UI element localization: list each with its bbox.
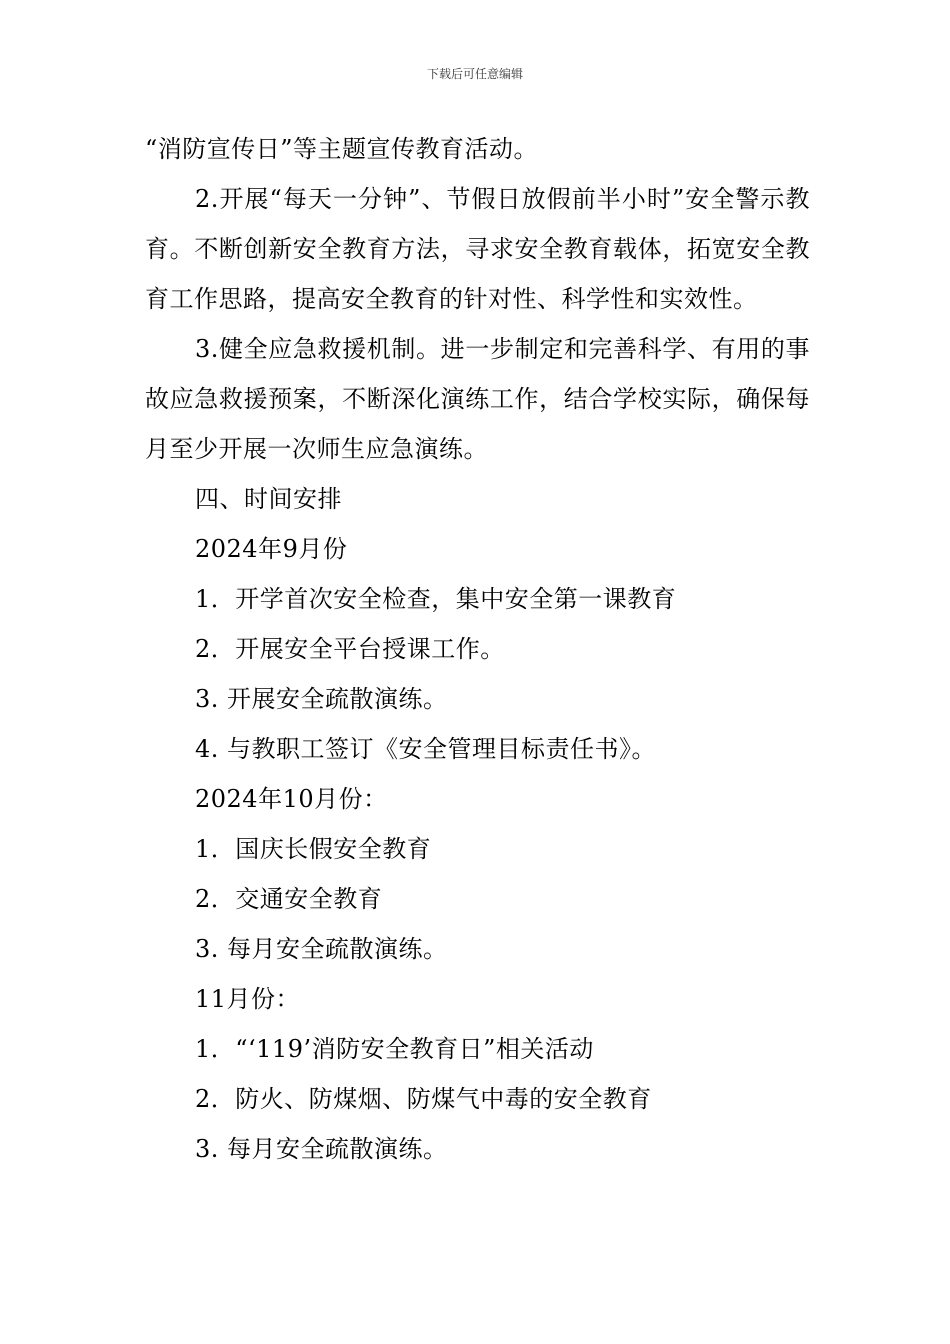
list-item: 4. 与教职工签订《安全管理目标责任书》。 <box>195 735 657 763</box>
page-header: 下载后可任意编辑 <box>426 67 523 81</box>
month-heading-october: 2024年10月份： <box>195 785 388 813</box>
list-item: 3. 每月安全疏散演练。 <box>195 1135 448 1163</box>
list-item: 3. 开展安全疏散演练。 <box>195 685 448 713</box>
list-item: 1．“‘119’消防安全教育日”相关活动 <box>195 1035 594 1063</box>
list-item: 2．开展安全平台授课工作。 <box>195 635 505 663</box>
paragraph-fire-publicity-day: “消防宣传日”等主题宣传教育活动。 <box>145 135 539 163</box>
list-item: 2．防火、防煤烟、防煤气中毒的安全教育 <box>195 1085 652 1113</box>
paragraph-item-3-emergency-mechanism: 3.健全应急救援机制。进一步制定和完善科学、有用的事故应急救援预案，不断深化演练工作，结合学校实际，确保每月至少开展一次师生应急演练。 <box>145 335 810 463</box>
document-body <box>145 124 810 1174</box>
list-item: 1．开学首次安全检查，集中安全第一课教育 <box>195 585 677 613</box>
list-item: 1．国庆长假安全教育 <box>195 835 432 863</box>
list-item: 2．交通安全教育 <box>195 885 383 913</box>
month-heading-september: 2024年9月份 <box>195 535 348 563</box>
paragraph-item-2-warning-education: 2.开展“每天一分钟”、节假日放假前半小时”安全警示教育。不断创新安全教育方法，寻求安全教育载体，拓宽安全教育工作思路，提高安全教育的针对性、科学性和实效性。 <box>145 185 810 313</box>
section-heading-schedule: 四、时间安排 <box>195 485 342 513</box>
list-item: 3. 每月安全疏散演练。 <box>195 935 448 963</box>
month-heading-november: 11月份： <box>195 985 301 1013</box>
